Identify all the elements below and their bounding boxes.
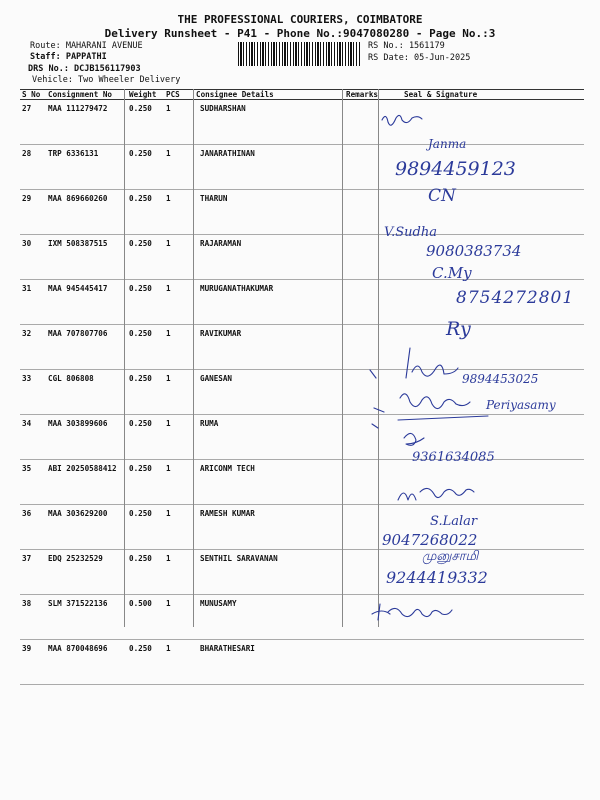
cell-consignee: SENTHIL SARAVANAN: [194, 550, 344, 595]
cell-cno: CGL 806808: [46, 370, 127, 415]
col-consignment: Consignment No: [46, 90, 127, 100]
handwritten-name-30: V.Sudha: [384, 225, 437, 240]
signature-39: [372, 604, 452, 620]
col-consignee: Consignee Details: [194, 90, 344, 100]
cell-pcs: 1: [164, 640, 194, 685]
handwritten-name-31: C.My: [432, 264, 472, 282]
route-label: Route: MAHARANI AVENUE: [30, 41, 143, 51]
cell-weight: 0.250: [127, 640, 164, 685]
cell-sno: 35: [20, 460, 46, 505]
cell-weight: 0.250: [127, 100, 164, 145]
cell-sno: 38: [20, 595, 46, 640]
cell-weight: 0.250: [127, 505, 164, 550]
cell-consignee: RAMESH KUMAR: [194, 505, 344, 550]
cell-cno: TRP 6336131: [46, 145, 127, 190]
cell-pcs: 1: [164, 145, 194, 190]
handwritten-phone-30: 9080383734: [426, 242, 522, 260]
col-signature: Seal & Signature: [380, 90, 584, 100]
cell-pcs: 1: [164, 415, 194, 460]
runsheet-subtitle: Delivery Runsheet - P41 - Phone No.:9047080280 - Page No.:3: [104, 27, 496, 40]
company-title: THE PROFESSIONAL COURIERS, COIMBATORE: [177, 13, 423, 26]
cell-sno: 33: [20, 370, 46, 415]
cell-cno: MAA 111279472: [46, 100, 127, 145]
handwritten-text-29: CN: [428, 186, 456, 206]
cell-cno: MAA 870048696: [46, 640, 127, 685]
cell-pcs: 1: [164, 190, 194, 235]
rs-number: RS No.: 1561179: [368, 41, 445, 51]
cell-cno: MAA 869660260: [46, 190, 127, 235]
rs-date: RS Date: 05-Jun-2025: [368, 53, 471, 63]
cell-cno: MAA 303899606: [46, 415, 127, 460]
cell-weight: 0.250: [127, 145, 164, 190]
cell-consignee: THARUN: [194, 190, 344, 235]
cell-weight: 0.250: [127, 325, 164, 370]
cell-cno: EDQ 25232529: [46, 550, 127, 595]
cell-sno: 32: [20, 325, 46, 370]
cell-consignee: RAVIKUMAR: [194, 325, 344, 370]
handwritten-phone-37: 9047268022: [382, 531, 478, 549]
cell-sno: 30: [20, 235, 46, 280]
cell-weight: 0.250: [127, 460, 164, 505]
cell-sno: 27: [20, 100, 46, 145]
cell-weight: 0.250: [127, 550, 164, 595]
col-weight: Weight: [127, 90, 164, 100]
signature-27: [382, 115, 422, 125]
vehicle-label: Vehicle: Two Wheeler Delivery: [32, 75, 181, 85]
cell-pcs: 1: [164, 550, 194, 595]
cell-consignee: GANESAN: [194, 370, 344, 415]
cell-consignee: RUMA: [194, 415, 344, 460]
handwritten-text-32: Ry: [446, 318, 471, 340]
cell-pcs: 1: [164, 235, 194, 280]
cell-pcs: 1: [164, 370, 194, 415]
cell-consignee: JANARATHINAN: [194, 145, 344, 190]
cell-pcs: 1: [164, 595, 194, 640]
cell-weight: 0.250: [127, 235, 164, 280]
cell-consignee: ARICONM TECH: [194, 460, 344, 505]
col-sno: S No: [20, 90, 46, 100]
signature-36: [398, 488, 474, 500]
cell-sno: 28: [20, 145, 46, 190]
handwritten-phone-38: 9244419332: [386, 568, 488, 587]
cell-cno: MAA 707807706: [46, 325, 127, 370]
cell-consignee: RAJARAMAN: [194, 235, 344, 280]
signature-33: [370, 348, 458, 378]
handwritten-name-37: S.Lalar: [430, 514, 478, 529]
cell-pcs: 1: [164, 505, 194, 550]
cell-cno: SLM 371522136: [46, 595, 127, 640]
handwritten-phone-35: 9361634085: [412, 450, 495, 465]
col-pcs: PCS: [164, 90, 194, 100]
cell-sno: 34: [20, 415, 46, 460]
col-remarks: Remarks: [346, 90, 379, 99]
handwritten-name-38: முனுசாமி: [422, 549, 479, 564]
cell-pcs: 1: [164, 100, 194, 145]
cell-weight: 0.250: [127, 370, 164, 415]
cell-sno: 36: [20, 505, 46, 550]
cell-cno: MAA 303629200: [46, 505, 127, 550]
cell-pcs: 1: [164, 280, 194, 325]
cell-weight: 0.250: [127, 190, 164, 235]
cell-consignee: BHARATHESARI: [194, 640, 344, 685]
cell-weight: 0.250: [127, 280, 164, 325]
cell-cno: MAA 945445417: [46, 280, 127, 325]
cell-consignee: MUNUSAMY: [194, 595, 344, 640]
cell-consignee: SUDHARSHAN: [194, 100, 344, 145]
cell-weight: 0.250: [127, 415, 164, 460]
staff-label: Staff: PAPPATHI: [30, 52, 107, 62]
cell-weight: 0.500: [127, 595, 164, 640]
cell-sno: 29: [20, 190, 46, 235]
cell-consignee: MURUGANATHAKUMAR: [194, 280, 344, 325]
cell-pcs: 1: [164, 325, 194, 370]
cell-cno: ABI 20250588412: [46, 460, 127, 505]
signature-34: [372, 394, 488, 428]
cell-sno: 31: [20, 280, 46, 325]
cell-pcs: 1: [164, 460, 194, 505]
handwritten-phone-31: 8754272801: [456, 288, 575, 308]
handwritten-phone-28: 9894459123: [395, 158, 516, 180]
cell-sno: 39: [20, 640, 46, 685]
handwritten-name-28: Janma: [428, 137, 467, 151]
cell-sno: 37: [20, 550, 46, 595]
handwritten-name-34: Periyasamy: [486, 398, 556, 412]
handwritten-phone-33: 9894453025: [462, 372, 539, 386]
drs-number: DRS No.: DCJB156117903: [28, 64, 141, 74]
cell-cno: IXM 508387515: [46, 235, 127, 280]
signature-35: [404, 433, 424, 445]
